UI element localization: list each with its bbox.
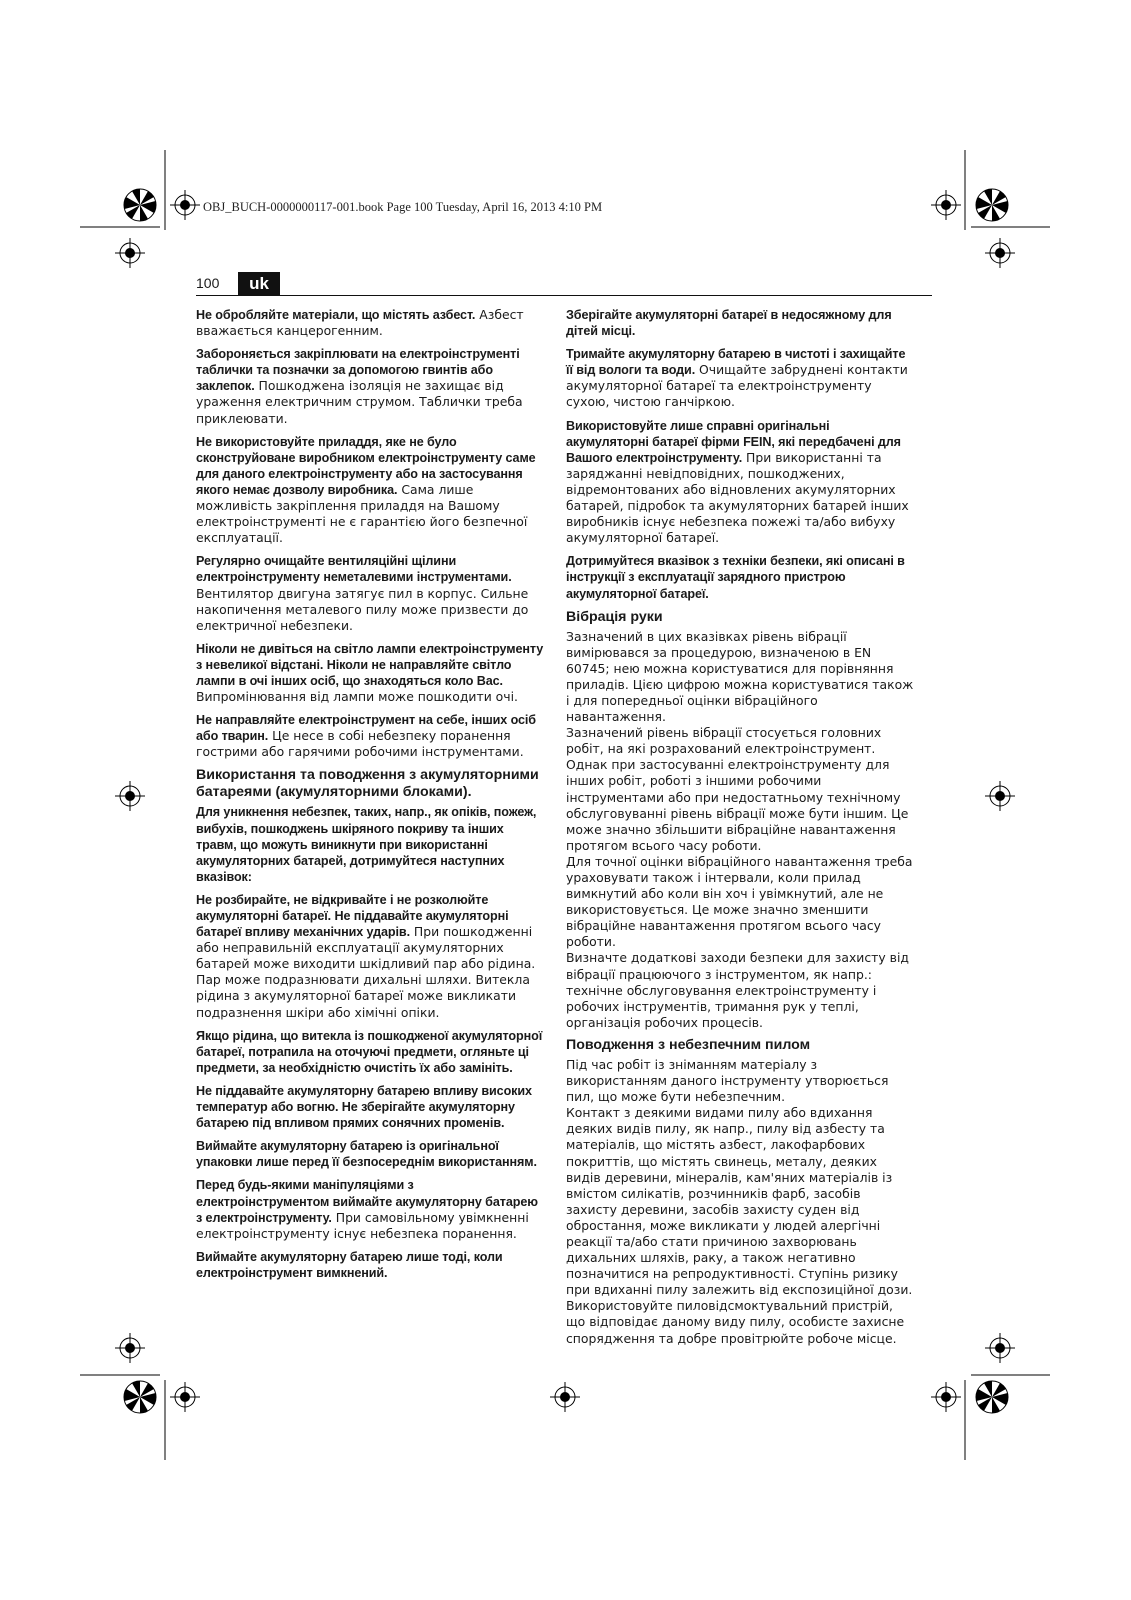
bold-lead: Не розбирайте, не відкривайте і не розколюйте акумуляторні батареї. Не піддавайте акумуляторні батареї впливу механічних ударів. — [196, 892, 509, 940]
paragraph: Зазначений рівень вібрації стосується головних робіт, на які розрахований електроінструмент. Однак при застосуванні електроінструменту для інших робіт, роботі з іншими робочими інструментами або при недостатньому технічному обслуговуванні рівень вібрації може бути іншим. Це може значно збільшити вібраційне навантаження протягом всього часу роботи. — [566, 725, 909, 853]
section-heading: Вібрація руки — [566, 608, 663, 625]
body-text: При пошкодженні або неправильній експлуатації акумуляторних батарей може виходити шкідливий пар або рідина. Пар може подразнювати дихальні шляхи. Витекла рідина з акумуляторної батареї може викликати подразнення шкіри або хімічні опіки. — [196, 924, 536, 1020]
body-text: Випромінювання від лампи може пошкодити очі. — [196, 689, 518, 705]
body-text: Це несе в собі небезпеку поранення гострими або гарячими робочими інструментами. — [196, 728, 524, 760]
right-column — [566, 307, 914, 1347]
paragraph — [196, 1028, 544, 1076]
paragraph — [196, 1083, 544, 1131]
paragraph — [196, 307, 544, 339]
bold-lead: Тримайте акумуляторну батарею в чистоті і захищайте її від вологи та води. — [566, 347, 906, 378]
body-text: Сама лише можливість закріплення приладдя на Вашому електроінструменті не є гарантією його безпечної експлуатації. — [196, 481, 528, 546]
bold-lead: Дотримуйтеся вказівок з техніки безпеки, які описані в інструкції з експлуатації зарядного пристрою акумуляторної батареї. — [566, 554, 905, 601]
paragraph — [196, 892, 544, 1021]
paragraph — [196, 1249, 544, 1281]
paragraph — [196, 553, 544, 633]
left-column — [196, 307, 544, 1288]
body-text: При самовільному увімкненні електроінструменту існує небезпека поранення. — [196, 1209, 529, 1241]
bold-lead: Перед будь-якими маніпуляціями з електроінструментом виймайте акумуляторну батарею з електроінструменту. — [196, 1178, 538, 1225]
body-text: Вентилятор двигуна затягує пил в корпус. Сильне накопичення металевого пилу може призвести до електричної небезпеки. — [196, 585, 529, 633]
page-header — [196, 272, 932, 298]
language-tag: uk — [238, 272, 280, 296]
book-info-line: OBJ_BUCH-0000000117-001.book Page 100 Tuesday, April 16, 2013 4:10 PM — [203, 200, 603, 214]
body-text: Очищайте забруднені контакти акумуляторної батареї та електроінструменту сухою, чистою ганчіркою. — [566, 362, 908, 410]
paragraph — [196, 641, 544, 705]
bold-lead: Виймайте акумуляторну батарею із оригінальної упаковки лише перед її безпосереднім використанням. — [196, 1139, 537, 1170]
header-rule — [196, 295, 932, 296]
paragraph — [566, 553, 914, 601]
paragraph — [196, 1138, 544, 1170]
paragraph — [196, 346, 544, 426]
bold-lead: Забороняється закріплювати на електроінструменті таблички та позначки за допомогою гвинтів або заклепок. — [196, 347, 520, 394]
bold-lead: Не направляйте електроінструмент на себе, інших осіб або тварин. — [196, 713, 536, 744]
paragraph: Використовуйте пиловідсмоктувальний пристрій, що відповідає даному виду пилу, особисте захисне спорядження та добре провітрюйте робоче місце. — [566, 1298, 905, 1346]
bold-lead: Регулярно очищайте вентиляційні щілини електроінструменту неметалевими інструментами. — [196, 554, 512, 585]
paragraph: Під час робіт із зніманням матеріалу з використанням даного інструменту утворюється пил, що може бути небезпечним. — [566, 1056, 889, 1105]
paragraph — [566, 346, 914, 410]
paragraph: Визначте додаткові заходи безпеки для захисту від вібрації працюючого з інструментом, як напр.: технічне обслуговування електроінструменту і робочих інструментів, тримання рук у теплі, організація робочих процесів. — [566, 950, 909, 1030]
section-heading: Поводження з небезпечним пилом — [566, 1036, 811, 1053]
body-text: Азбест вважається канцерогенним. — [196, 307, 524, 339]
body-text: Пошкоджена ізоляція не захищає від ураження електричним струмом. Таблички треба приклеювати. — [196, 378, 523, 426]
star-target-bottom-left — [124, 1381, 156, 1413]
paragraph — [566, 418, 914, 547]
star-target-bottom-right — [976, 1381, 1008, 1413]
paragraph: Контакт з деякими видами пилу або вдихання деяких видів пилу, як напр., пилу від азбесту та матеріалів, що містять азбест, лакофарбових покриттів, що містять свинець, металу, деяких видів деревини, мінералів, кам'яних матеріалів із вмістом силікатів, розчинників фарб, засобів захисту деревини, засобів захисту суден від обростання, може викликати у людей алергічні реакції та/або стати причиною захворювань дихальних шляхів, раку, а також негативно позначитися на репродуктивності. Ступінь ризику при вдиханні пилу залежить від експозиційної дози. — [566, 1105, 913, 1298]
paragraph — [196, 804, 544, 884]
bold-lead: Не обробляйте матеріали, що містять азбест. — [196, 308, 476, 322]
section-heading: Використання та поводження з акумуляторними батареями (акумуляторними блоками). — [196, 767, 539, 801]
star-target-top-left — [124, 189, 156, 221]
paragraph — [196, 1177, 544, 1241]
bold-lead: Для уникнення небезпек, таких, напр., як опіків, пожеж, вибухів, пошкоджень шкіряного покриву та інших травм, що можуть виникнути при використанні акумуляторних батарей, дотримуйтеся наступних вказівок: — [196, 805, 537, 884]
paragraph — [196, 434, 544, 547]
bold-lead: Виймайте акумуляторну батарею лише тоді, коли електроінструмент вимкнений. — [196, 1249, 503, 1280]
body-text: При використанні та заряджанні невідповідних, пошкоджених, відремонтованих або відновлених акумуляторних батарей, підробок та акумуляторних батарей інших виробників існує небезпека пожежі та/або вибуху акумуляторної батареї. — [566, 449, 909, 546]
bold-lead: Не піддавайте акумуляторну батарею впливу високих температур або вогню. Не зберігайте акумуляторну батарею під впливом прямих сонячних променів. — [196, 1083, 532, 1131]
star-target-top-right — [976, 189, 1008, 221]
bold-lead: Не використовуйте приладдя, яке не було сконструйоване виробником електроінструменту саме для даного електроінструменту або на застосування якого немає дозволу виробника. — [196, 434, 536, 497]
bold-lead: Якщо рідина, що витекла із пошкодженої акумуляторної батареї, потрапила на оточуючі предмети, огляньте ці предмети, за необхідністю очистіть їх або замініть. — [196, 1028, 543, 1075]
paragraph: Для точної оцінки вібраційного навантаження треба ураховувати також і інтервали, коли прилад вимкнутий або коли він хоч і увімкнутий, але не використовується. Це може значно зменшити вібраційне навантаження протягом всього часу роботи. — [566, 853, 913, 950]
paragraph: Зазначений в цих вказівках рівень вібрації вимірювався за процедурою, визначеною в EN 60745; нею можна користуватися для порівняння приладів. Цією цифрою можна користуватися також і для попередньої оцінки вібраційного навантаження. — [566, 628, 914, 725]
page-number: 100 — [196, 275, 220, 291]
paragraph — [566, 307, 914, 339]
bold-lead: Використовуйте лише справні оригінальні акумуляторні батареї фірми FEIN, які передбачені для Вашого електроінструменту. — [566, 418, 901, 465]
bold-lead: Зберігайте акумуляторні батареї в недосяжному для дітей місці. — [566, 308, 892, 339]
paragraph — [196, 712, 544, 760]
bold-lead: Ніколи не дивіться на світло лампи електроінструменту з невеликої відстані. Ніколи не направляйте світло лампи в очі інших осіб, що знаходяться коло Вас. — [196, 641, 544, 688]
